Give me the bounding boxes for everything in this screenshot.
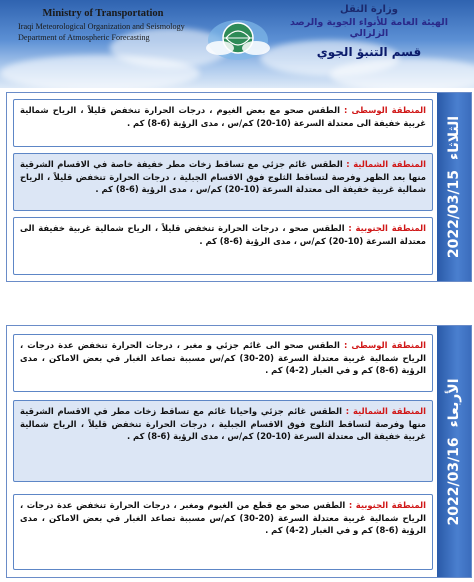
region-forecast-text: الطقس صحو مع بعض الغيوم ، درجات الحرارة تنخفض قليلاً ، الرياح شمالية غربية خفيفة الى معتدلة السرعة (10-20) كم/س ، مدى الرؤية (6-8) كم . [20, 105, 426, 128]
region-name: المنطقة الشمالية : [345, 406, 426, 416]
day-date: 2022/03/15 [446, 169, 462, 259]
header-banner [0, 0, 474, 88]
organization-name: Iraqi Meteorological Organization and Seismology [18, 22, 185, 31]
region-forecast-text: الطقس صحو ، درجات الحرارة تنخفض قليلاً ، الرياح شمالية غربية خفيفة الى معتدلة السرعة (10-20) كم/س ، مدى الرؤية (6-8) كم . [20, 223, 426, 246]
region-name: المنطقة الوسطى : [343, 340, 426, 350]
ministry-title: Ministry of Transportation [42, 8, 164, 19]
region-name: المنطقة الوسطى : [344, 105, 426, 115]
region-central [13, 334, 433, 392]
organization-name-ar: الهيئة العامة للأنواء الجوية والرصد الزلزالي [290, 17, 448, 39]
region-south [13, 494, 433, 570]
department-name: Department of Atmospheric Forecasting [18, 33, 150, 42]
arabic-org-name [274, 4, 464, 59]
forecast-day-panel [6, 325, 472, 578]
region-name: المنطقة الشمالية : [346, 159, 427, 169]
region-central [13, 99, 433, 147]
day-sidebar [437, 326, 471, 577]
day-name: الأربعاء [446, 377, 462, 427]
region-forecast-text: الطقس غائم جزئي مع تساقط زخات مطر خفيفة خاصة في الاقسام الشرقية منها بعد الظهر وفرصة لتساقط الثلوج فوق الاقسام الجبلية ، درجات الحرارة تنخفض قليلاً ، الرياح شمالية غربية خفيفة الى معتدلة السرعة (10-20) كم/س ، مدى الرؤية (6-8) كم . [20, 159, 426, 194]
region-forecast-text: الطقس صحو الى غائم جزئي و مغبر ، درجات الحرارة تنخفض عدة درجات ، الرياح شمالية غربية معتدلة السرعة (20-30) كم/س مسببة تصاعد الغبار في بعض الاماكن ، مدى الرؤية (6-8) كم و في الغبار (2-4) كم . [20, 340, 426, 375]
english-org-name [18, 8, 188, 43]
forecast-day-panel [6, 92, 472, 282]
day-sidebar [437, 93, 471, 281]
organization-logo-icon [202, 12, 274, 64]
day-name: الثلاثاء [446, 115, 462, 160]
department-name-ar: قسم التنبؤ الجوي [316, 45, 422, 59]
region-north [13, 153, 433, 211]
region-north [13, 400, 433, 482]
region-name: المنطقة الجنوبية : [348, 500, 426, 510]
region-forecast-text: الطقس صحو مع قطع من الغيوم ومغبر ، درجات الحرارة تنخفض عدة درجات ، الرياح شمالية غربية معتدلة السرعة (20-30) كم/س مسببة تصاعد الغبار في بعض الاماكن ، مدى الرؤية (6-8) كم و في الغبار (2-4) كم . [20, 500, 426, 535]
region-name: المنطقة الجنوبية : [348, 223, 427, 233]
ministry-title-ar: وزارة النقل [340, 4, 398, 15]
region-forecast-text: الطقس غائم جزئي واحيانا غائم مع تساقط زخات مطر في الاقسام الشرقية منها وفرصة لتساقط الثلوج فوق الاقسام الجبلية ، درجات الحرارة تنخفض قليلاً ، الرياح شمالية غربية خفيفة الى معتدلة السرعة (10-20) كم/س ، مدى الرؤية (6-8) كم . [20, 406, 426, 441]
region-south [13, 217, 433, 275]
day-date: 2022/03/16 [446, 436, 462, 526]
